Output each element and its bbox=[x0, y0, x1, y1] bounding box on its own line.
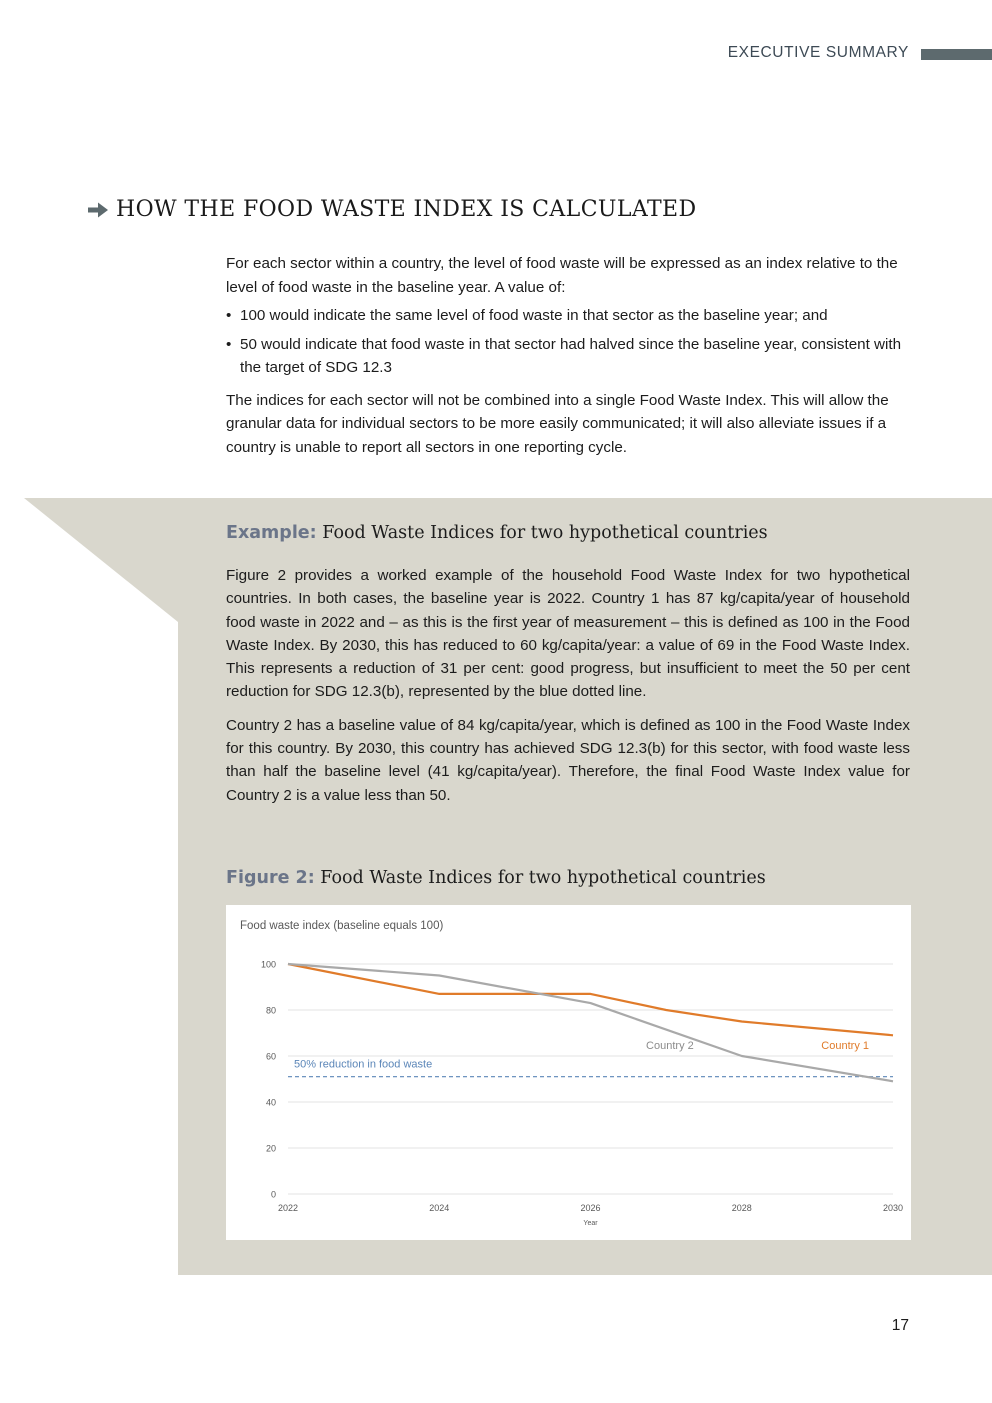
example-heading bbox=[226, 523, 768, 543]
x-tick-label: 2022 bbox=[277, 1203, 299, 1213]
bullet-icon: • bbox=[226, 307, 232, 324]
bullet-item bbox=[226, 304, 910, 328]
chart-container bbox=[226, 905, 911, 1240]
x-tick-label: 2028 bbox=[731, 1203, 752, 1213]
example-title-text: Food Waste Indices for two hypothetical countries bbox=[322, 523, 768, 543]
example-paragraph: Country 2 has a baseline value of 84 kg/capita/year, which is defined as 100 in the Food Waste Index for this country. By 2030, this country has achieved SDG 12.3(b) for this sector, with food waste less than half the baseline level (41 kg/capita/year). Therefore, the final Food Waste Index value for Country 2 is a value less than 50. bbox=[226, 716, 910, 804]
example-paragraph: Figure 2 provides a worked example of the household Food Waste Index for two hypothetical countries. In both cases, the baseline year is 2022. Country 1 has 87 kg/capita/year of household food waste in 2022 and – as this is the first year of measurement – this is defined as 100 in the Food Waste Index. By 2030, this has reduced to 60 kg/capita/year: a value of 69 in the Food Waste Index. This represents a reduction of 31 per cent: good progress, but insufficient to meet the 50 per cent reduction for SDG 12.3(b), represented by the blue dotted line. bbox=[226, 567, 910, 701]
bullet-text: 50 would indicate that food waste in that sector had halved since the baseline year, consistent with the target of SDG 12.3 bbox=[240, 335, 902, 376]
x-tick-label: 2024 bbox=[429, 1203, 450, 1213]
bullet-text: 100 would indicate the same level of food waste in that sector as the baseline year; and bbox=[240, 307, 828, 324]
header-section-label: EXECUTIVE SUMMARY bbox=[727, 44, 909, 61]
section-title-text: HOW THE FOOD WASTE INDEX IS CALCULATED bbox=[116, 197, 697, 222]
x-tick-label: 2026 bbox=[580, 1203, 601, 1213]
y-tick-label: 100 bbox=[260, 959, 276, 970]
figure-title-text: Food Waste Indices for two hypothetical countries bbox=[320, 868, 766, 888]
page-number: 17 bbox=[891, 1317, 909, 1334]
bullet-icon: • bbox=[226, 335, 232, 353]
section-title bbox=[86, 197, 697, 222]
y-tick-label: 20 bbox=[265, 1143, 276, 1154]
reference-line-label: 50% reduction in food waste bbox=[294, 1058, 433, 1071]
example-label: Example: bbox=[226, 523, 317, 543]
x-axis-label: Year bbox=[583, 1220, 598, 1227]
y-tick-label: 60 bbox=[265, 1051, 276, 1062]
y-tick-label: 80 bbox=[265, 1005, 276, 1016]
figure-label: Figure 2: bbox=[226, 868, 315, 888]
line-chart bbox=[226, 905, 911, 1240]
y-tick-label: 0 bbox=[270, 1189, 276, 1200]
intro-text bbox=[226, 252, 910, 464]
arrow-right-icon bbox=[86, 200, 110, 220]
series-line-country-1 bbox=[288, 964, 893, 1035]
intro-paragraph: For each sector within a country, the level of food waste will be expressed as an index relative to the level of food waste in the baseline year. A value of: bbox=[226, 255, 898, 296]
header-accent-bar bbox=[921, 49, 992, 60]
series-label-country-1: Country 1 bbox=[821, 1040, 869, 1053]
y-tick-label: 40 bbox=[265, 1097, 276, 1108]
intro-paragraph: The indices for each sector will not be combined into a single Food Waste Index. This will allow the granular data for individual sectors to be more easily communicated; it will also alleviate issues if a country is unable to report all sectors in one reporting cycle. bbox=[226, 391, 889, 456]
bullet-item bbox=[226, 333, 910, 380]
figure-heading bbox=[226, 868, 766, 888]
x-tick-label: 2030 bbox=[882, 1203, 904, 1213]
chart-title: Food waste index (baseline equals 100) bbox=[240, 920, 444, 932]
example-body bbox=[226, 564, 910, 817]
series-label-country-2: Country 2 bbox=[646, 1040, 694, 1053]
